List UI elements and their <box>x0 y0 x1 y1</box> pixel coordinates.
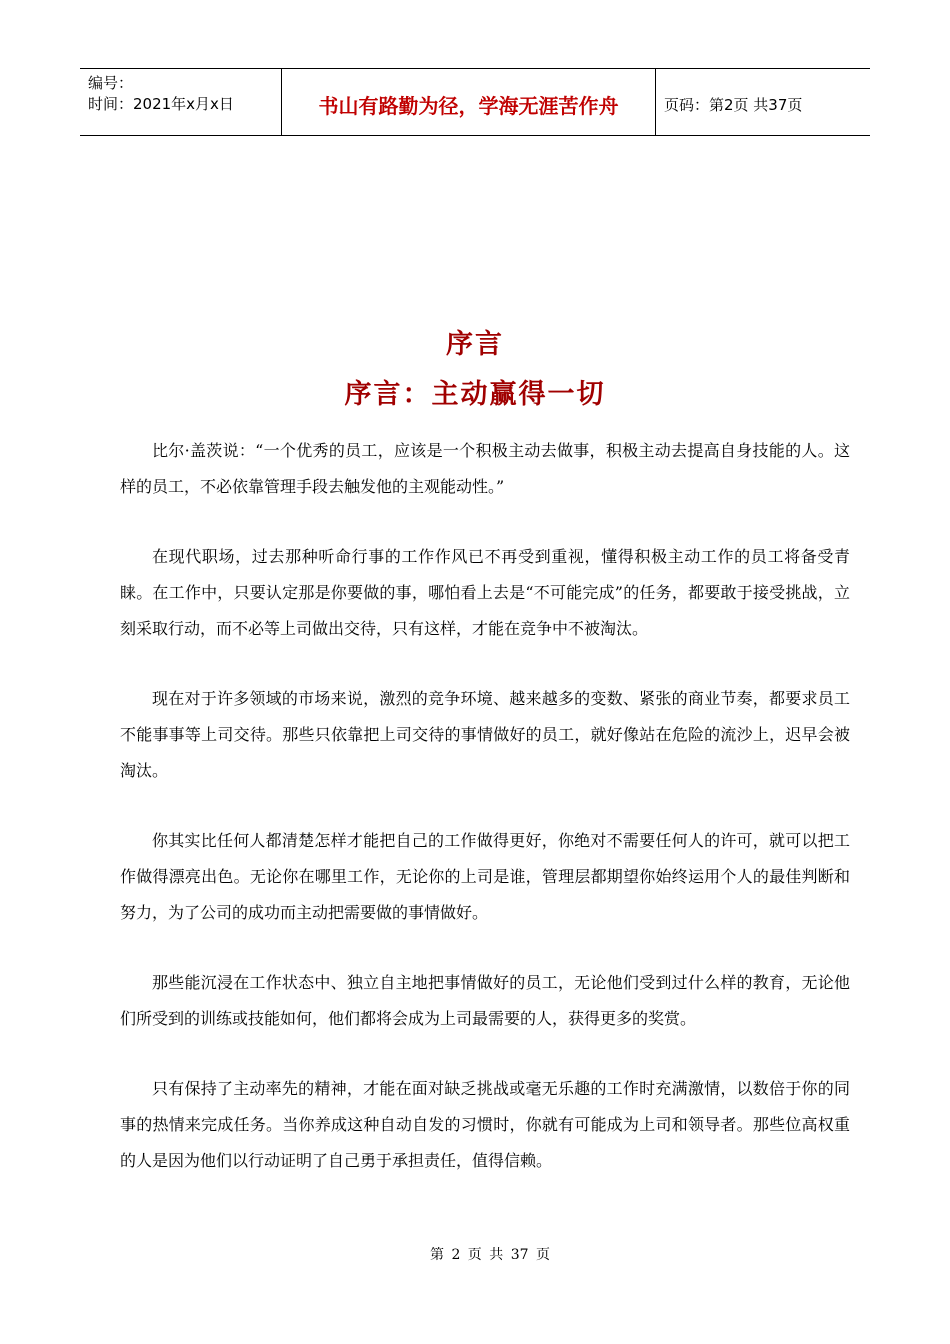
document-time-label: 时间：2021年x月x日 <box>88 95 234 113</box>
header-meta <box>80 69 282 135</box>
paragraph: 只有保持了主动率先的精神，才能在面对缺乏挑战或毫无乐趣的工作时充满激情，以数倍于你的同事的热情来完成任务。当你养成这种自动自发的习惯时，你就有可能成为上司和领导者。那些位高权重的人是因为他们以行动证明了自己勇于承担责任，值得信赖。 <box>120 1079 850 1170</box>
document-subtitle: 序言：主动赢得一切 <box>344 379 606 410</box>
paragraph: 在现代职场，过去那种听命行事的工作作风已不再受到重视，懂得积极主动工作的员工将备受青睐。在工作中，只要认定那是你要做的事，哪怕看上去是“不可能完成”的任务，都要敢于接受挑战，立刻采取行动，而不必等上司做出交待，只有这样，才能在竞争中不被淘汰。 <box>120 547 850 638</box>
page-header <box>80 68 870 136</box>
paragraph: 现在对于许多领域的市场来说，激烈的竞争环境、越来越多的变数、紧张的商业节奏，都要求员工不能事事等上司交待。那些只依靠把上司交待的事情做好的员工，就好像站在危险的流沙上，迟早会被淘汰。 <box>120 689 850 780</box>
page-footer: 第 2 页 共 37 页 <box>430 1247 550 1263</box>
document-title: 序言 <box>446 329 504 360</box>
header-motto: 书山有路勤为径，学海无涯苦作舟 <box>282 69 656 135</box>
document-number-label: 编号： <box>88 74 134 92</box>
paragraph: 那些能沉浸在工作状态中、独立自主地把事情做好的员工，无论他们受到过什么样的教育，无论他们所受到的训练或技能如何，他们都将会成为上司最需要的人，获得更多的奖赏。 <box>120 973 850 1028</box>
paragraph: 你其实比任何人都清楚怎样才能把自己的工作做得更好，你绝对不需要任何人的许可，就可以把工作做得漂亮出色。无论你在哪里工作，无论你的上司是谁，管理层都期望你始终运用个人的最佳判断和努力，为了公司的成功而主动把需要做的事情做好。 <box>120 831 850 922</box>
header-page-info: 页码：第2页 共37页 <box>664 95 803 114</box>
document-body <box>120 433 850 1213</box>
paragraph: 比尔·盖茨说：“一个优秀的员工，应该是一个积极主动去做事，积极主动去提高自身技能的人。这样的员工，不必依靠管理手段去触发他的主观能动性。” <box>120 441 850 496</box>
